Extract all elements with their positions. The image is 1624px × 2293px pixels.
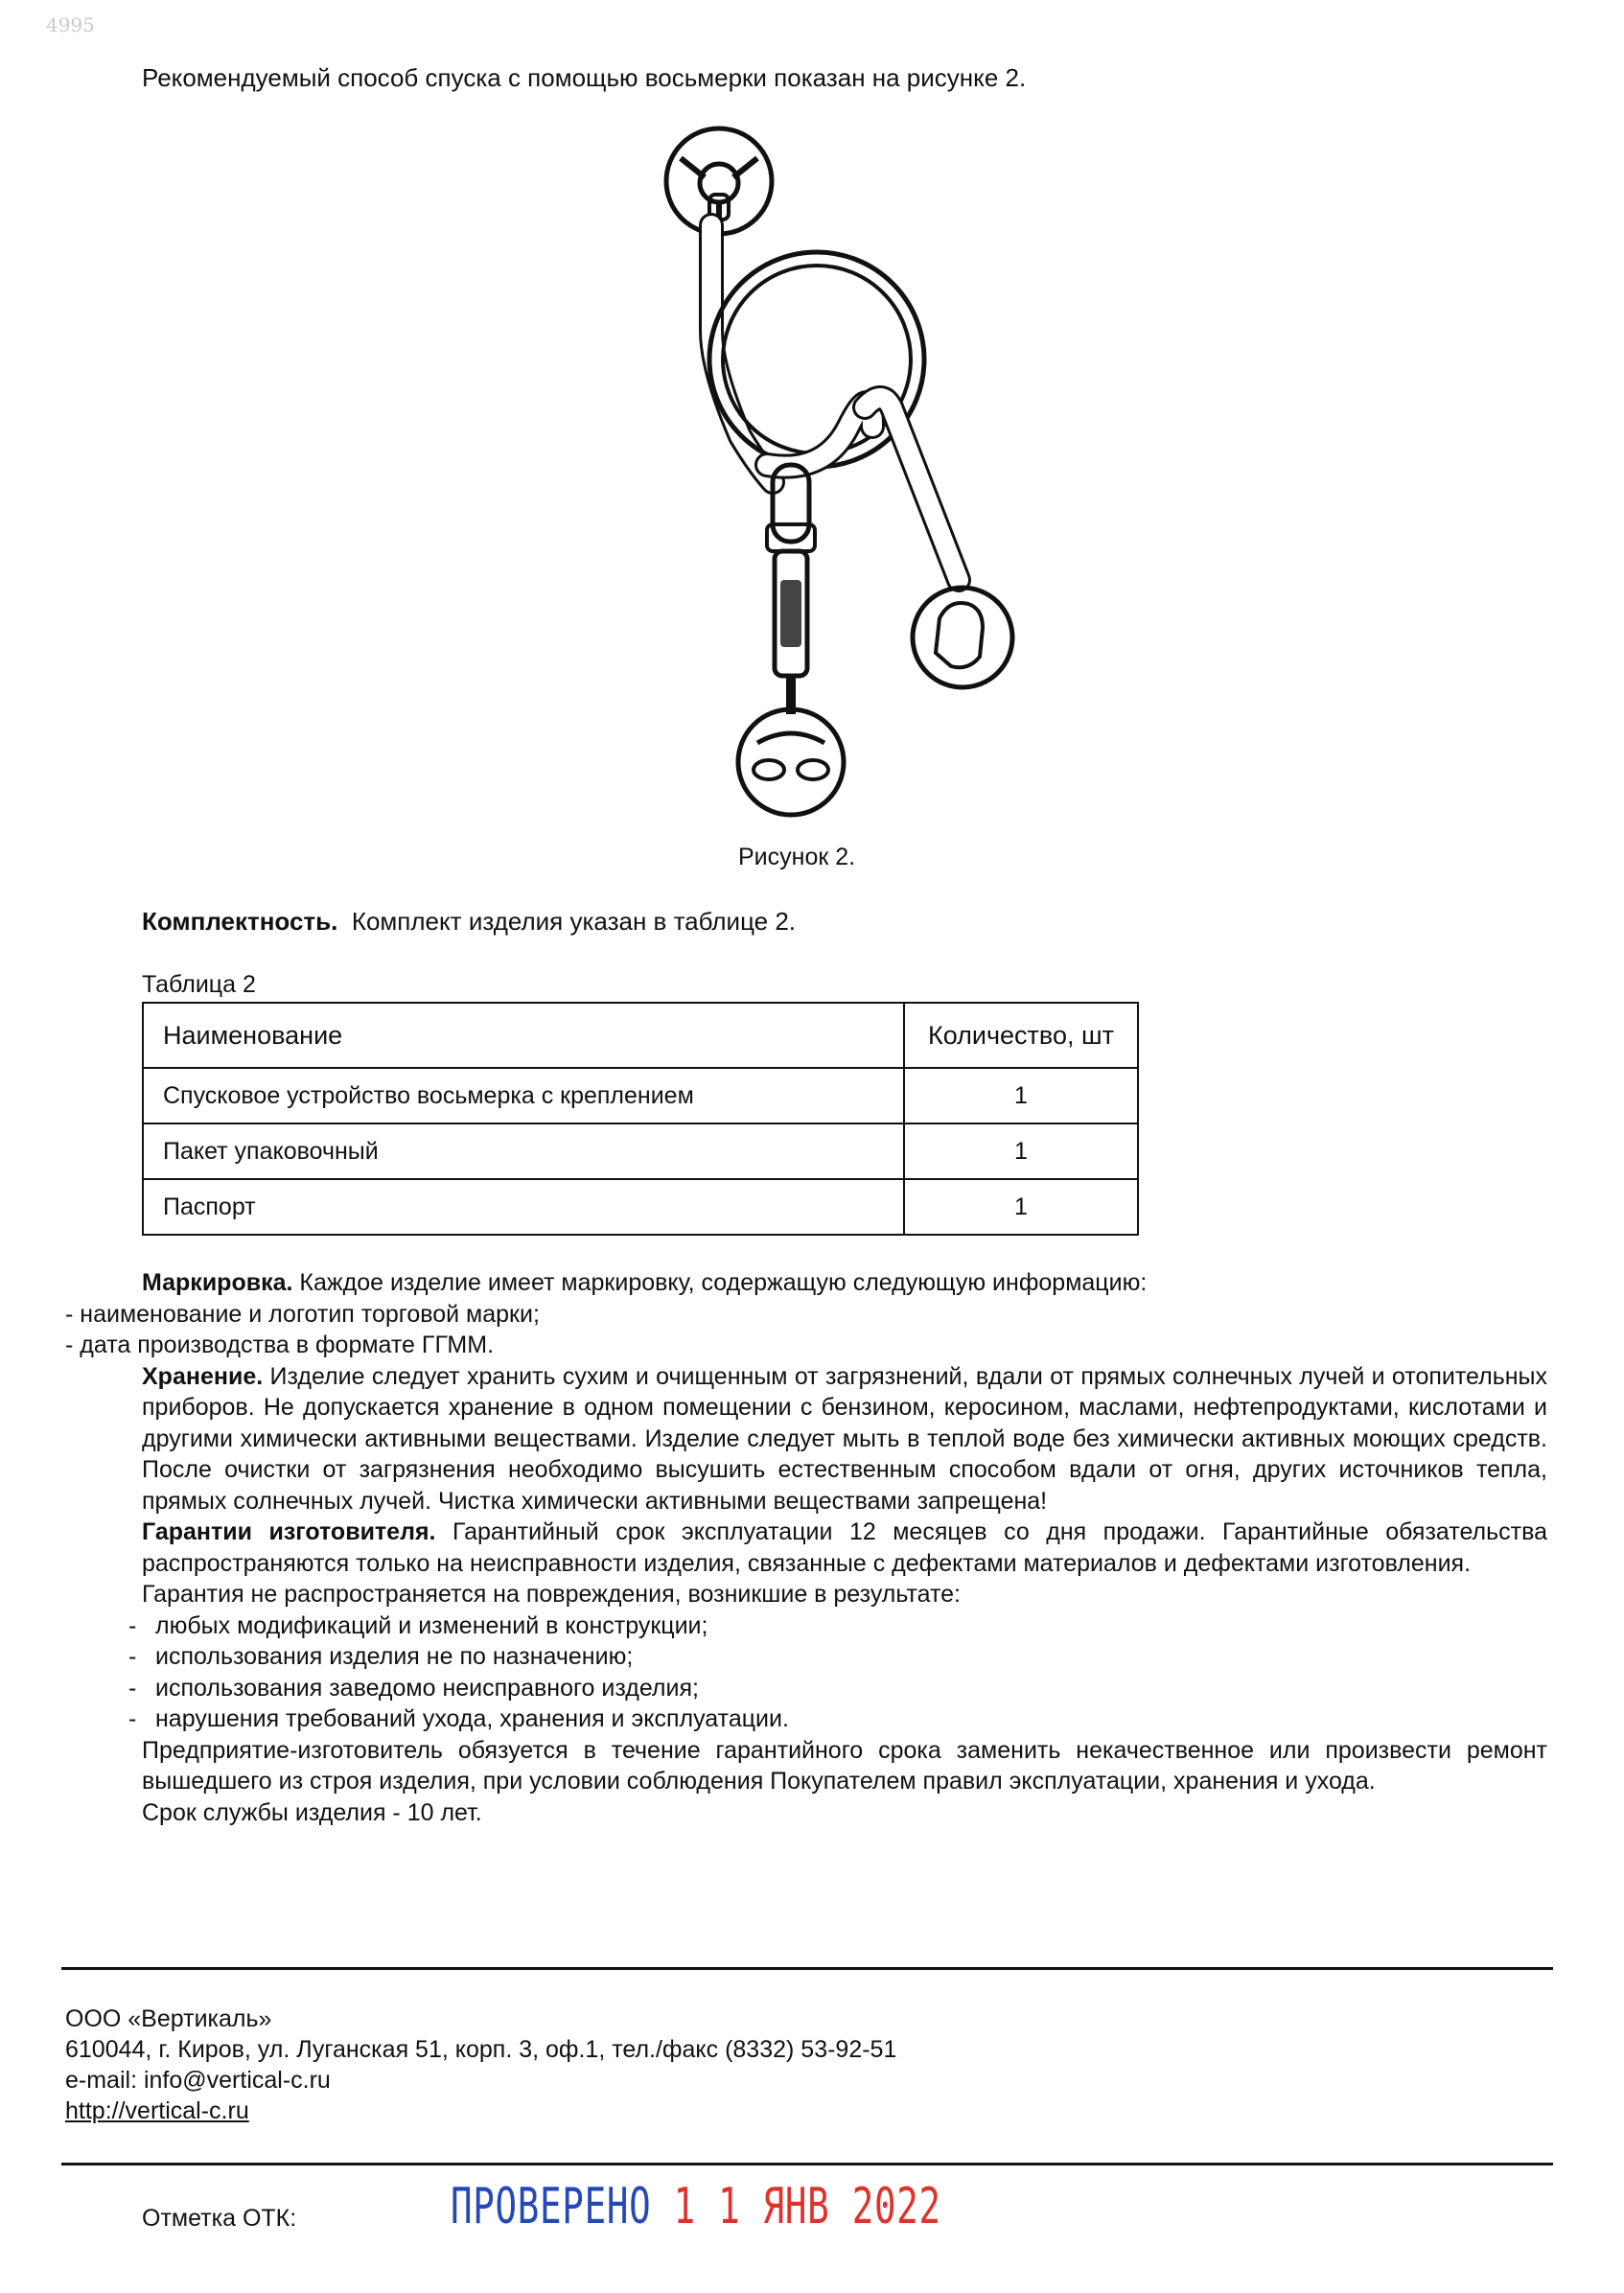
storage-paragraph [65,1361,1547,1517]
header-name: Наименование [143,1003,904,1068]
table-row [143,1179,1138,1235]
warranty-exclusion-item: - использования изделия не по назначению; [65,1641,1547,1673]
completeness-section [142,907,796,937]
company-name: ООО «Вертикаль» [65,2005,272,2032]
company-address: 610044, г. Киров, ул. Луганская 51, корп. 3, оф.1, тел./факс (8332) 53-92-51 [65,2036,897,2063]
stamp-text: ПРОВЕРЕНО [451,2178,652,2235]
marking-paragraph [65,1267,1547,1299]
harness-circle [738,709,844,815]
storage-text: Изделие следует хранить сухим и очищенным от загрязнений, вдали от прямых солнечных лучей и отопительных приборов. Не допускается хранение в одном помещении с бензином, керосином, маслами, нефтепродуктами, кислотами и другими химически активными веществами. Изделие следует мыть в теплой воде без химически активных моющих средств. После очистки от загрязнения необходимо высушить естественным способом вдали от огня, других источников тепла, прямых солнечных лучей. Чистка химически активными веществами запрещена! [142,1362,1547,1515]
kit-table [142,1002,1139,1236]
descender-illustration [652,120,1055,829]
scan-mark: 4995 [46,13,95,36]
divider-bottom [61,2163,1553,2166]
divider-top [61,1967,1553,1970]
company-info [65,2003,896,2126]
warranty-title: Гарантии изготовителя. [142,1518,436,1545]
warranty-exclusion-item: - любых модификаций и изменений в конструкции; [65,1610,1547,1642]
intro-text: Рекомендуемый способ спуска с помощью восьмерки показан на рисунке 2. [142,63,1027,92]
table-header-row [143,1003,1138,1068]
storage-title: Хранение. [142,1362,264,1390]
warranty-exclusion-item: - использования заведомо неисправного изделия; [65,1673,1547,1704]
table-row [143,1123,1138,1179]
warranty-exclusion-item: - нарушения требований ухода, хранения и эксплуатации. [65,1703,1547,1735]
service-life: Срок службы изделия - 10 лет. [142,1798,482,1826]
marking-item: - дата производства в формате ГГММ. [65,1332,495,1358]
company-site-link[interactable]: http://vertical-c.ru [65,2097,249,2124]
marking-text: Каждое изделие имеет маркировку, содержащую следующую информацию: [299,1269,1148,1296]
marking-item: - наименование и логотип торговой марки; [65,1300,540,1328]
row-name: Спусковое устройство восьмерка с креплением [143,1068,904,1123]
company-email: e-mail: info@vertical-c.ru [65,2067,331,2094]
warranty-paragraph [65,1517,1547,1579]
completeness-text: Комплект изделия указан в таблице 2. [351,907,797,936]
row-name: Паспорт [143,1179,904,1235]
table-row [143,1068,1138,1123]
warranty-exclusions-intro: Гарантия не распространяется на повреждения, возникшие в результате: [142,1581,961,1608]
replacement-paragraph: Предприятие-изготовитель обязуется в течение гарантийного срока заменить некачественное или произвести ремонт вышедшего из строя изделия, при условии соблюдения Покупателем правил эксплуатации, хранения и ухода. [142,1736,1547,1795]
hand-icon [936,603,983,667]
table-caption: Таблица 2 [142,971,256,998]
row-quantity: 1 [904,1068,1138,1123]
otk-stamp [451,2178,941,2235]
marking-title: Маркировка. [142,1269,293,1296]
header-quantity: Количество, шт [904,1003,1138,1068]
warranty-text: Гарантийный срок эксплуатации 12 месяцев со дня продажи. Гарантийные обязательства распространяются только на неисправности изделия, связанные с дефектами материалов и дефектами изготовления. [142,1518,1547,1577]
body-text [65,1267,1547,1828]
completeness-title: Комплектность. [142,907,338,936]
otk-label: Отметка ОТК: [142,2205,297,2232]
stamp-date: 1 1 ЯНВ 2022 [673,2178,941,2235]
row-name: Пакет упаковочный [143,1123,904,1179]
figure-caption: Рисунок 2. [738,844,856,870]
row-quantity: 1 [904,1179,1138,1235]
row-quantity: 1 [904,1123,1138,1179]
